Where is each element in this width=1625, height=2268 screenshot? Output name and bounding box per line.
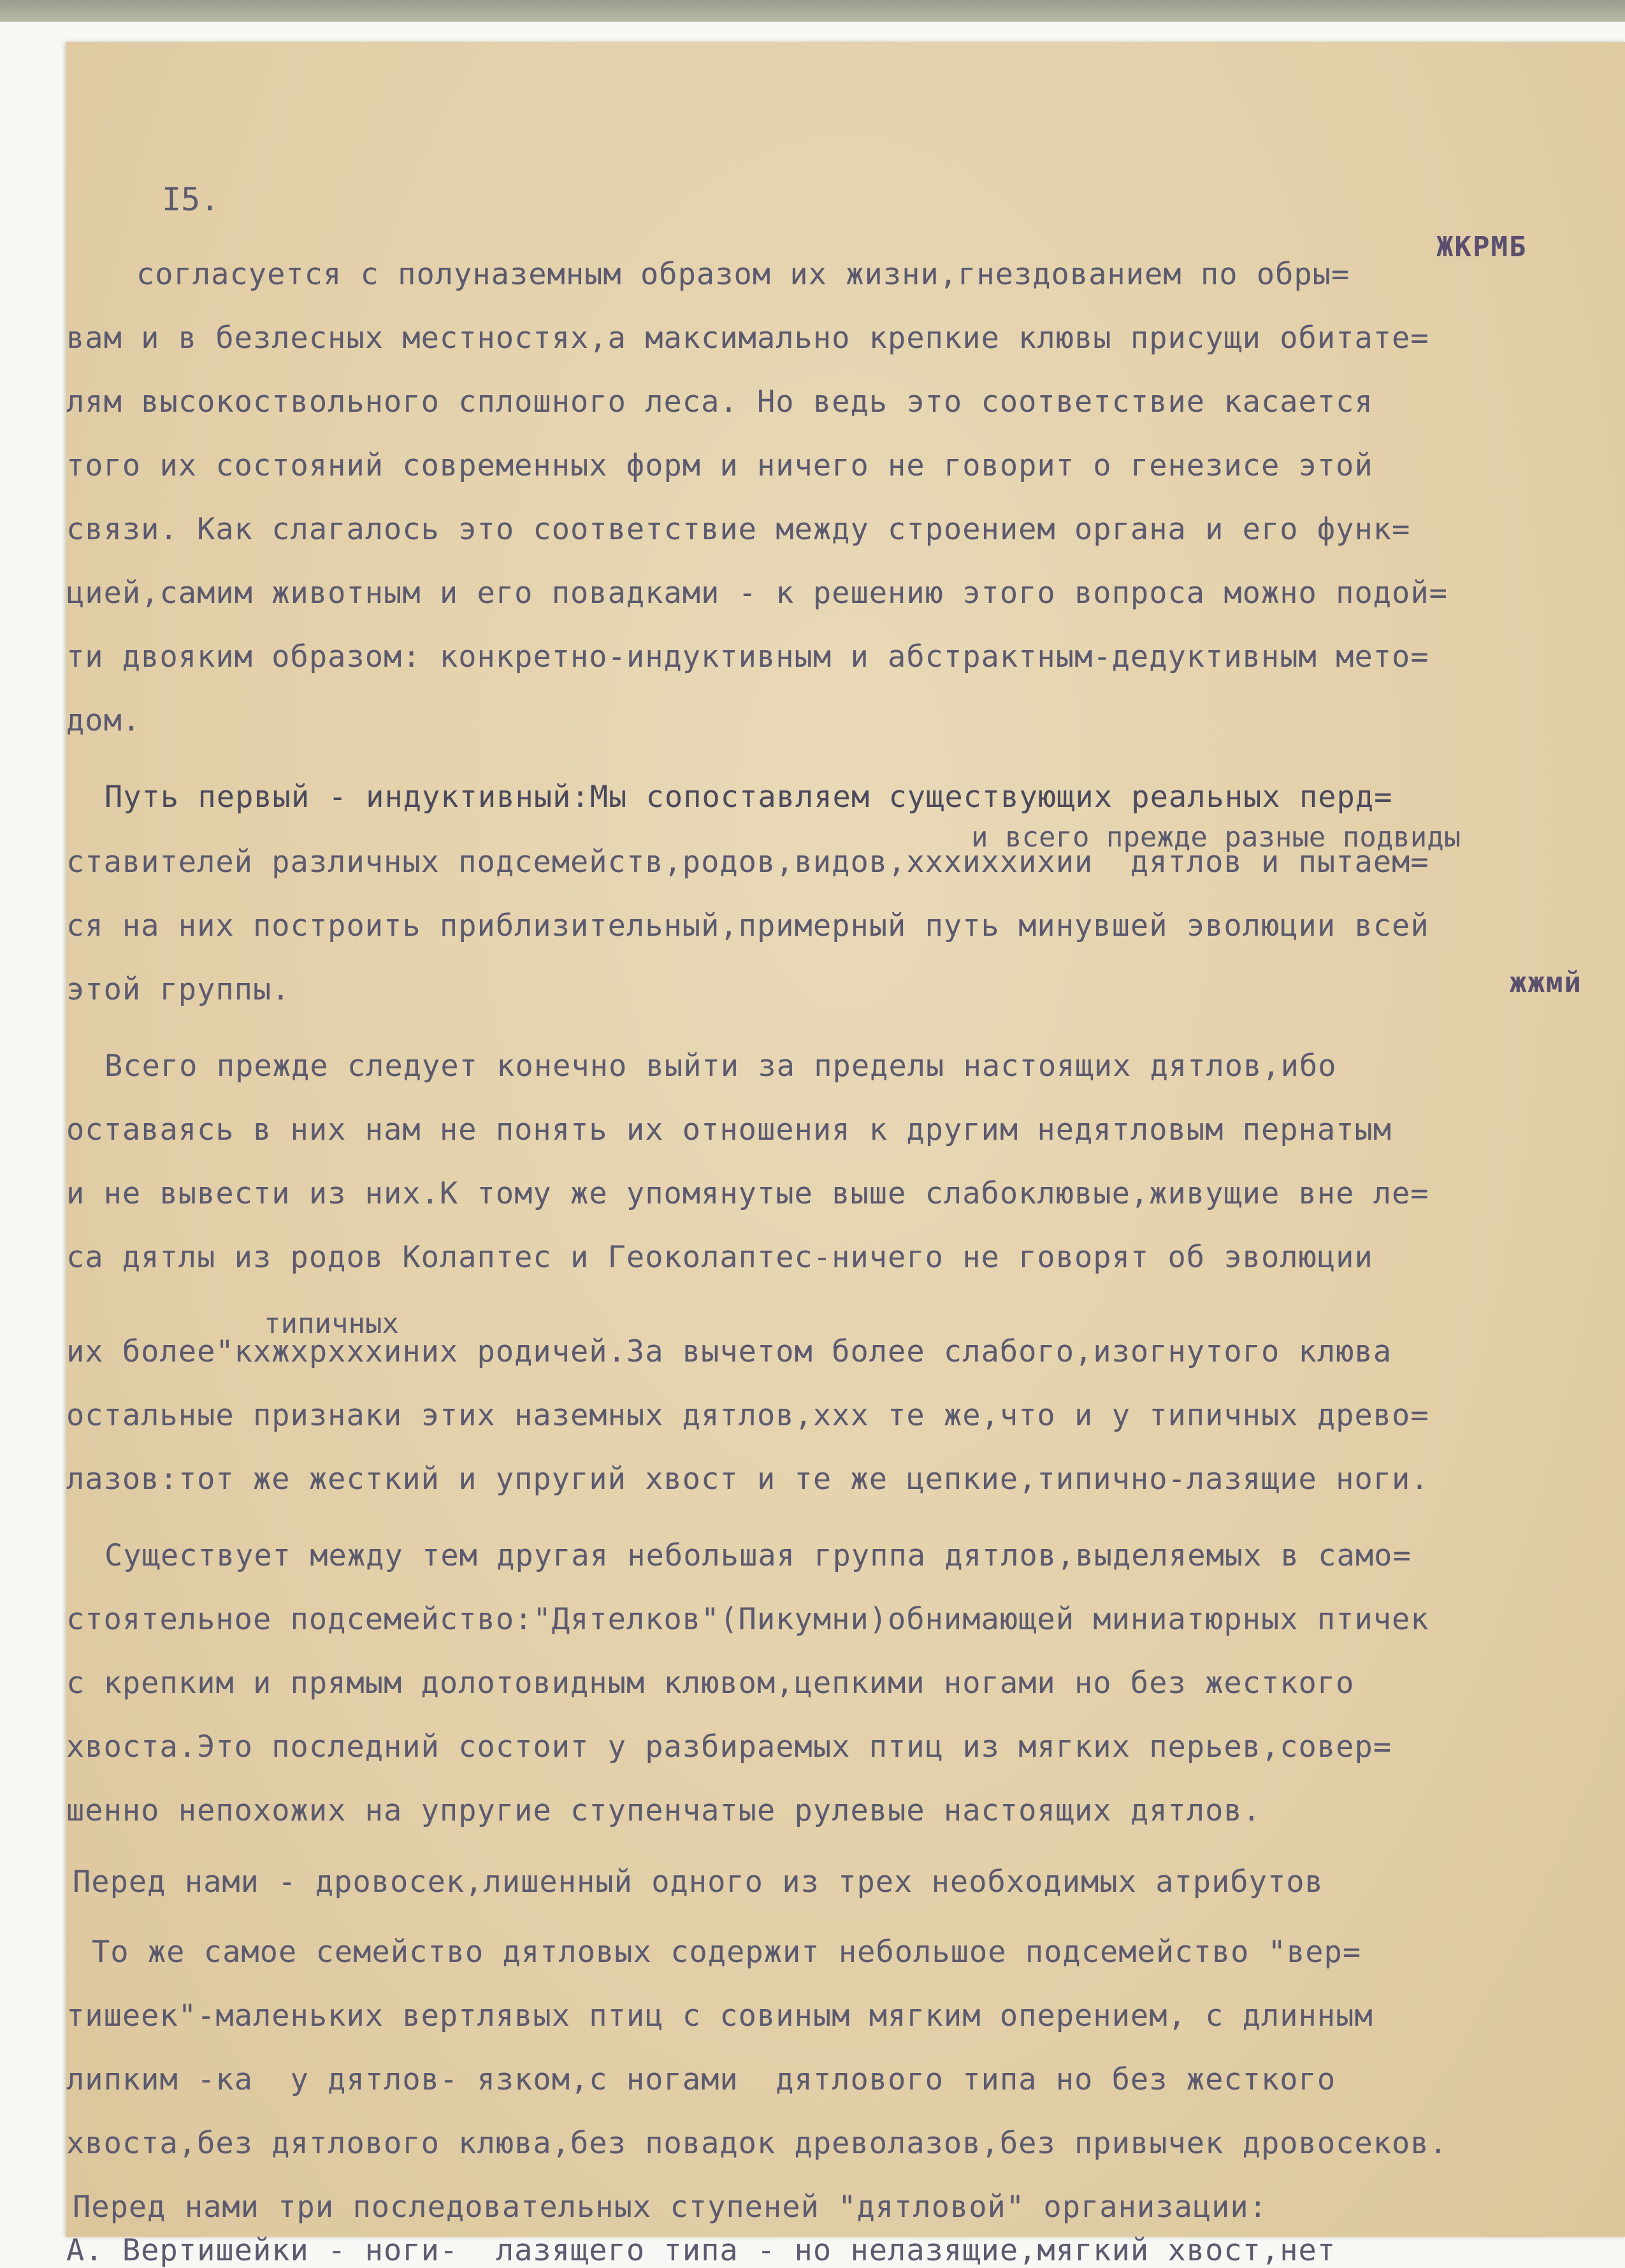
typewritten-page	[66, 42, 1625, 2268]
text-line-17: их более"кхжхрхххиних родичей.За вычетом более слабого,изогнутого клюва	[66, 1334, 1392, 1369]
text-line-31: А. Вертишейки - ноги- лазящего типа - но нелазящие,мягкий хвост,нет	[66, 2233, 1336, 2268]
text-line-30: Перед нами три последовательных ступеней "дятловой" организации:	[73, 2190, 1268, 2225]
margin-note-top: ЖКРМБ	[1436, 231, 1528, 263]
text-line-10: ставителей различных подсемейств,родов,видов,хххиххихии дятлов и пытаем=	[66, 845, 1429, 880]
text-line-7: ти двояким образом: конкретно-индуктивным и абстрактным-дедуктивным мето=	[66, 639, 1429, 674]
text-line-4: того их состояний современных форм и ничего не говорит о генезисе этой	[66, 448, 1373, 483]
text-line-21: стоятельное подсемейство:"Дятелков"(Пикумни)обнимающей миниатюрных птичек	[66, 1602, 1429, 1637]
interlinear-insert-1: и всего прежде разные подвиды	[971, 821, 1461, 854]
text-line-2: вам и в безлесных местностях,а максимально крепкие клювы присущи обитате=	[66, 321, 1429, 356]
text-line-5: связи. Как слагалось это соответствие между строением органа и его функ=	[66, 512, 1411, 547]
text-line-15: и не вывести из них.К тому же упомянутые выше слабоклювые,живущие вне ле=	[66, 1176, 1429, 1211]
text-line-1: согласуется с полуназемным образом их жизни,гнездованием по обры=	[136, 257, 1350, 292]
text-line-22: с крепким и прямым долотовидным клювом,цепкими ногами но без жесткого	[66, 1666, 1355, 1701]
text-line-24: шенно непохожих на упругие ступенчатые рулевые настоящих дятлов.	[66, 1793, 1261, 1828]
interlinear-insert-2: типичных	[264, 1307, 399, 1340]
text-line-11: ся на них построить приблизительный,примерный путь минувшей эволюции всей	[66, 908, 1429, 943]
text-line-18: остальные признаки этих наземных дятлов,ххх те же,что и у типичных древо=	[66, 1398, 1429, 1433]
text-line-26: То же самое семейство дятловых содержит небольшое подсемейство "вер=	[92, 1935, 1362, 1970]
text-line-8: дом.	[66, 703, 141, 738]
text-line-13: Всего прежде следует конечно выйти за пределы настоящих дятлов,ибо	[105, 1049, 1337, 1084]
text-line-27: тишеек"-маленьких вертлявых птиц с совиным мягким оперением, с длинным	[66, 1998, 1373, 2033]
text-line-12: этой группы.	[66, 972, 291, 1007]
text-line-19: лазов:тот же жесткий и упругий хвост и те же цепкие,типично-лазящие ноги.	[66, 1462, 1429, 1497]
text-line-14: оставаясь в них нам не понять их отношения к другим недятловым пернатым	[66, 1112, 1392, 1147]
scanner-edge	[0, 0, 1625, 22]
text-line-29: хвоста,без дятлового клюва,без повадок древолазов,без привычек дровосеков.	[66, 2126, 1448, 2161]
text-line-20: Существует между тем другая небольшая группа дятлов,выделяемых в само=	[105, 1538, 1412, 1573]
text-line-25: Перед нами - дровосек,лишенный одного из трех необходимых атрибутов	[73, 1865, 1324, 1900]
text-line-28: липким -ка у дятлов- язком,с ногами дятлового типа но без жесткого	[66, 2062, 1336, 2097]
text-line-16: са дятлы из родов Колаптес и Геоколаптес-ничего не говорят об эволюции	[66, 1240, 1373, 1275]
margin-note-mid: жжмй	[1510, 966, 1582, 999]
text-line-6: цией,самим животным и его повадками - к решению этого вопроса можно подой=	[66, 576, 1448, 611]
text-line-23: хвоста.Это последний состоит у разбираемых птиц из мягких перьев,совер=	[66, 1729, 1392, 1764]
page-number: I5.	[162, 181, 220, 218]
text-line-3: лям высокоствольного сплошного леса. Но ведь это соответствие касается	[66, 384, 1373, 419]
text-line-9: Путь первый - индуктивный:Мы сопоставляем существующих реальных перд=	[105, 780, 1393, 815]
